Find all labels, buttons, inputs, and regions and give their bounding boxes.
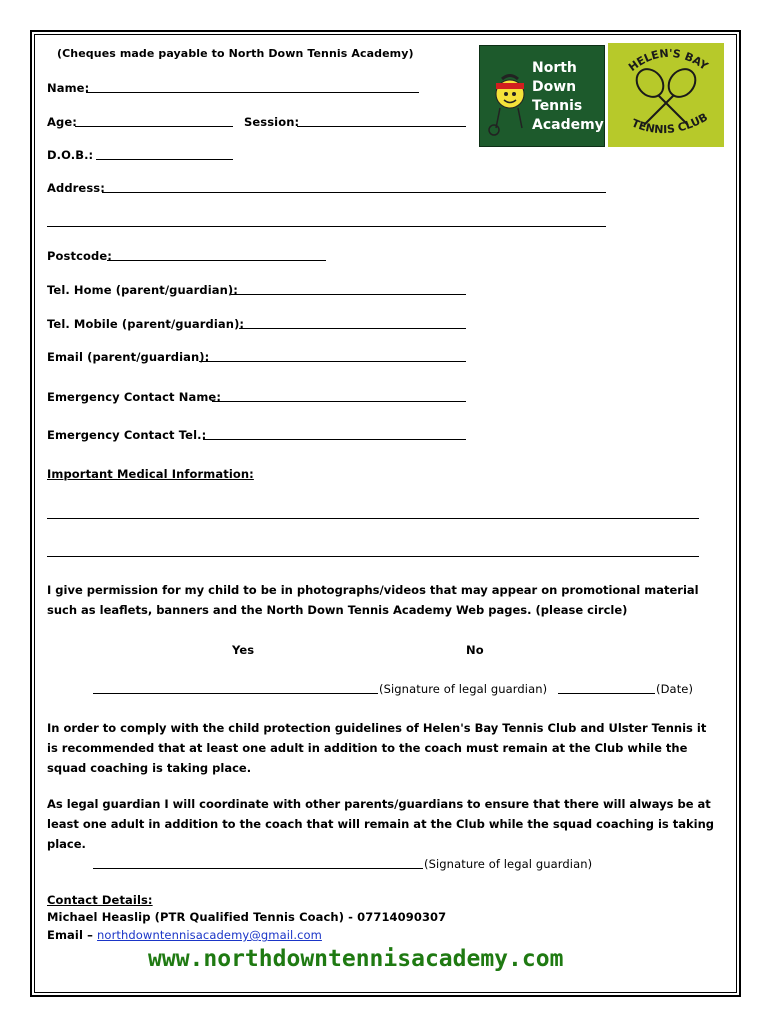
protection-paragraph-2: As legal guardian I will coordinate with other parents/guardians to ensure that there will always be at least one adult in addition to the coach that will remain at the Club while the squad coaching is taking place. bbox=[47, 797, 715, 851]
tennis-ball-mascot-icon bbox=[486, 66, 532, 136]
club-logo-bottom-text: TENNIS CLUB bbox=[629, 110, 710, 137]
crossed-rackets-icon bbox=[608, 43, 724, 147]
website-url[interactable]: www.northdowntennisacademy.com bbox=[148, 946, 564, 972]
yes-option[interactable]: Yes bbox=[232, 643, 255, 657]
academy-logo bbox=[479, 45, 605, 147]
session-label: Session: bbox=[244, 115, 300, 129]
signature-label-2: (Signature of legal guardian) bbox=[424, 857, 593, 871]
email-label: Email (parent/guardian): bbox=[47, 350, 210, 364]
contact-heading: Contact Details: bbox=[47, 893, 153, 907]
email-row bbox=[47, 928, 322, 942]
coach-details: Michael Heaslip (PTR Qualified Tennis Coach) - 07714090307 bbox=[47, 910, 447, 924]
dob-line[interactable] bbox=[96, 159, 233, 160]
signature-line-2[interactable] bbox=[93, 868, 423, 869]
medical-line-2[interactable] bbox=[47, 556, 699, 557]
signature-line-1[interactable] bbox=[93, 693, 378, 694]
medical-heading: Important Medical Information: bbox=[47, 467, 254, 481]
tel-mobile-line[interactable] bbox=[239, 328, 466, 329]
club-logo bbox=[608, 43, 724, 147]
svg-text:HELEN'S BAY bbox=[626, 47, 711, 74]
name-line[interactable] bbox=[86, 92, 419, 93]
emergency-tel-line[interactable] bbox=[203, 439, 466, 440]
address-line-1[interactable] bbox=[102, 192, 606, 193]
academy-logo-line-2: Down bbox=[532, 79, 577, 95]
postcode-label: Postcode: bbox=[47, 249, 112, 263]
dob-label: D.O.B.: bbox=[47, 148, 94, 162]
age-label: Age: bbox=[47, 115, 77, 129]
email-line[interactable] bbox=[199, 361, 466, 362]
date-label: (Date) bbox=[656, 682, 694, 696]
email-row-label: Email – bbox=[47, 928, 98, 942]
tel-home-label: Tel. Home (parent/guardian): bbox=[47, 283, 238, 297]
address-label: Address: bbox=[47, 181, 105, 195]
emergency-tel-label: Emergency Contact Tel.: bbox=[47, 428, 207, 442]
tel-mobile-label: Tel. Mobile (parent/guardian): bbox=[47, 317, 245, 331]
permission-text: I give permission for my child to be in photographs/videos that may appear on promotional material such as leaflets, banners and the North Down Tennis Academy Web pages. (please circle) bbox=[47, 583, 699, 617]
name-label: Name: bbox=[47, 81, 90, 95]
address-line-2[interactable] bbox=[47, 226, 606, 227]
emergency-name-line[interactable] bbox=[212, 401, 466, 402]
medical-line-1[interactable] bbox=[47, 518, 699, 519]
cheques-note: (Cheques made payable to North Down Tennis Academy) bbox=[57, 47, 414, 60]
svg-text:TENNIS CLUB bbox=[630, 111, 710, 137]
emergency-name-label: Emergency Contact Name: bbox=[47, 390, 222, 404]
email-link[interactable]: northdowntennisacademy@gmail.com bbox=[97, 928, 322, 942]
academy-logo-line-4: Academy bbox=[532, 117, 604, 133]
date-line[interactable] bbox=[558, 693, 655, 694]
protection-paragraph-1: In order to comply with the child protection guidelines of Helen's Bay Tennis Club and Ulster Tennis it is recommended that at least one adult in addition to the coach must remain at the Club while the squad coaching is taking place. bbox=[47, 721, 707, 775]
academy-logo-line-1: North bbox=[532, 60, 577, 76]
tel-home-line[interactable] bbox=[231, 294, 466, 295]
club-logo-top-text: HELEN'S BAY bbox=[626, 46, 711, 75]
academy-logo-line-3: Tennis bbox=[532, 98, 583, 114]
no-option[interactable]: No bbox=[466, 643, 484, 657]
signature-label-1: (Signature of legal guardian) bbox=[379, 682, 548, 696]
postcode-line[interactable] bbox=[107, 260, 326, 261]
age-line[interactable] bbox=[75, 126, 233, 127]
session-line[interactable] bbox=[297, 126, 466, 127]
